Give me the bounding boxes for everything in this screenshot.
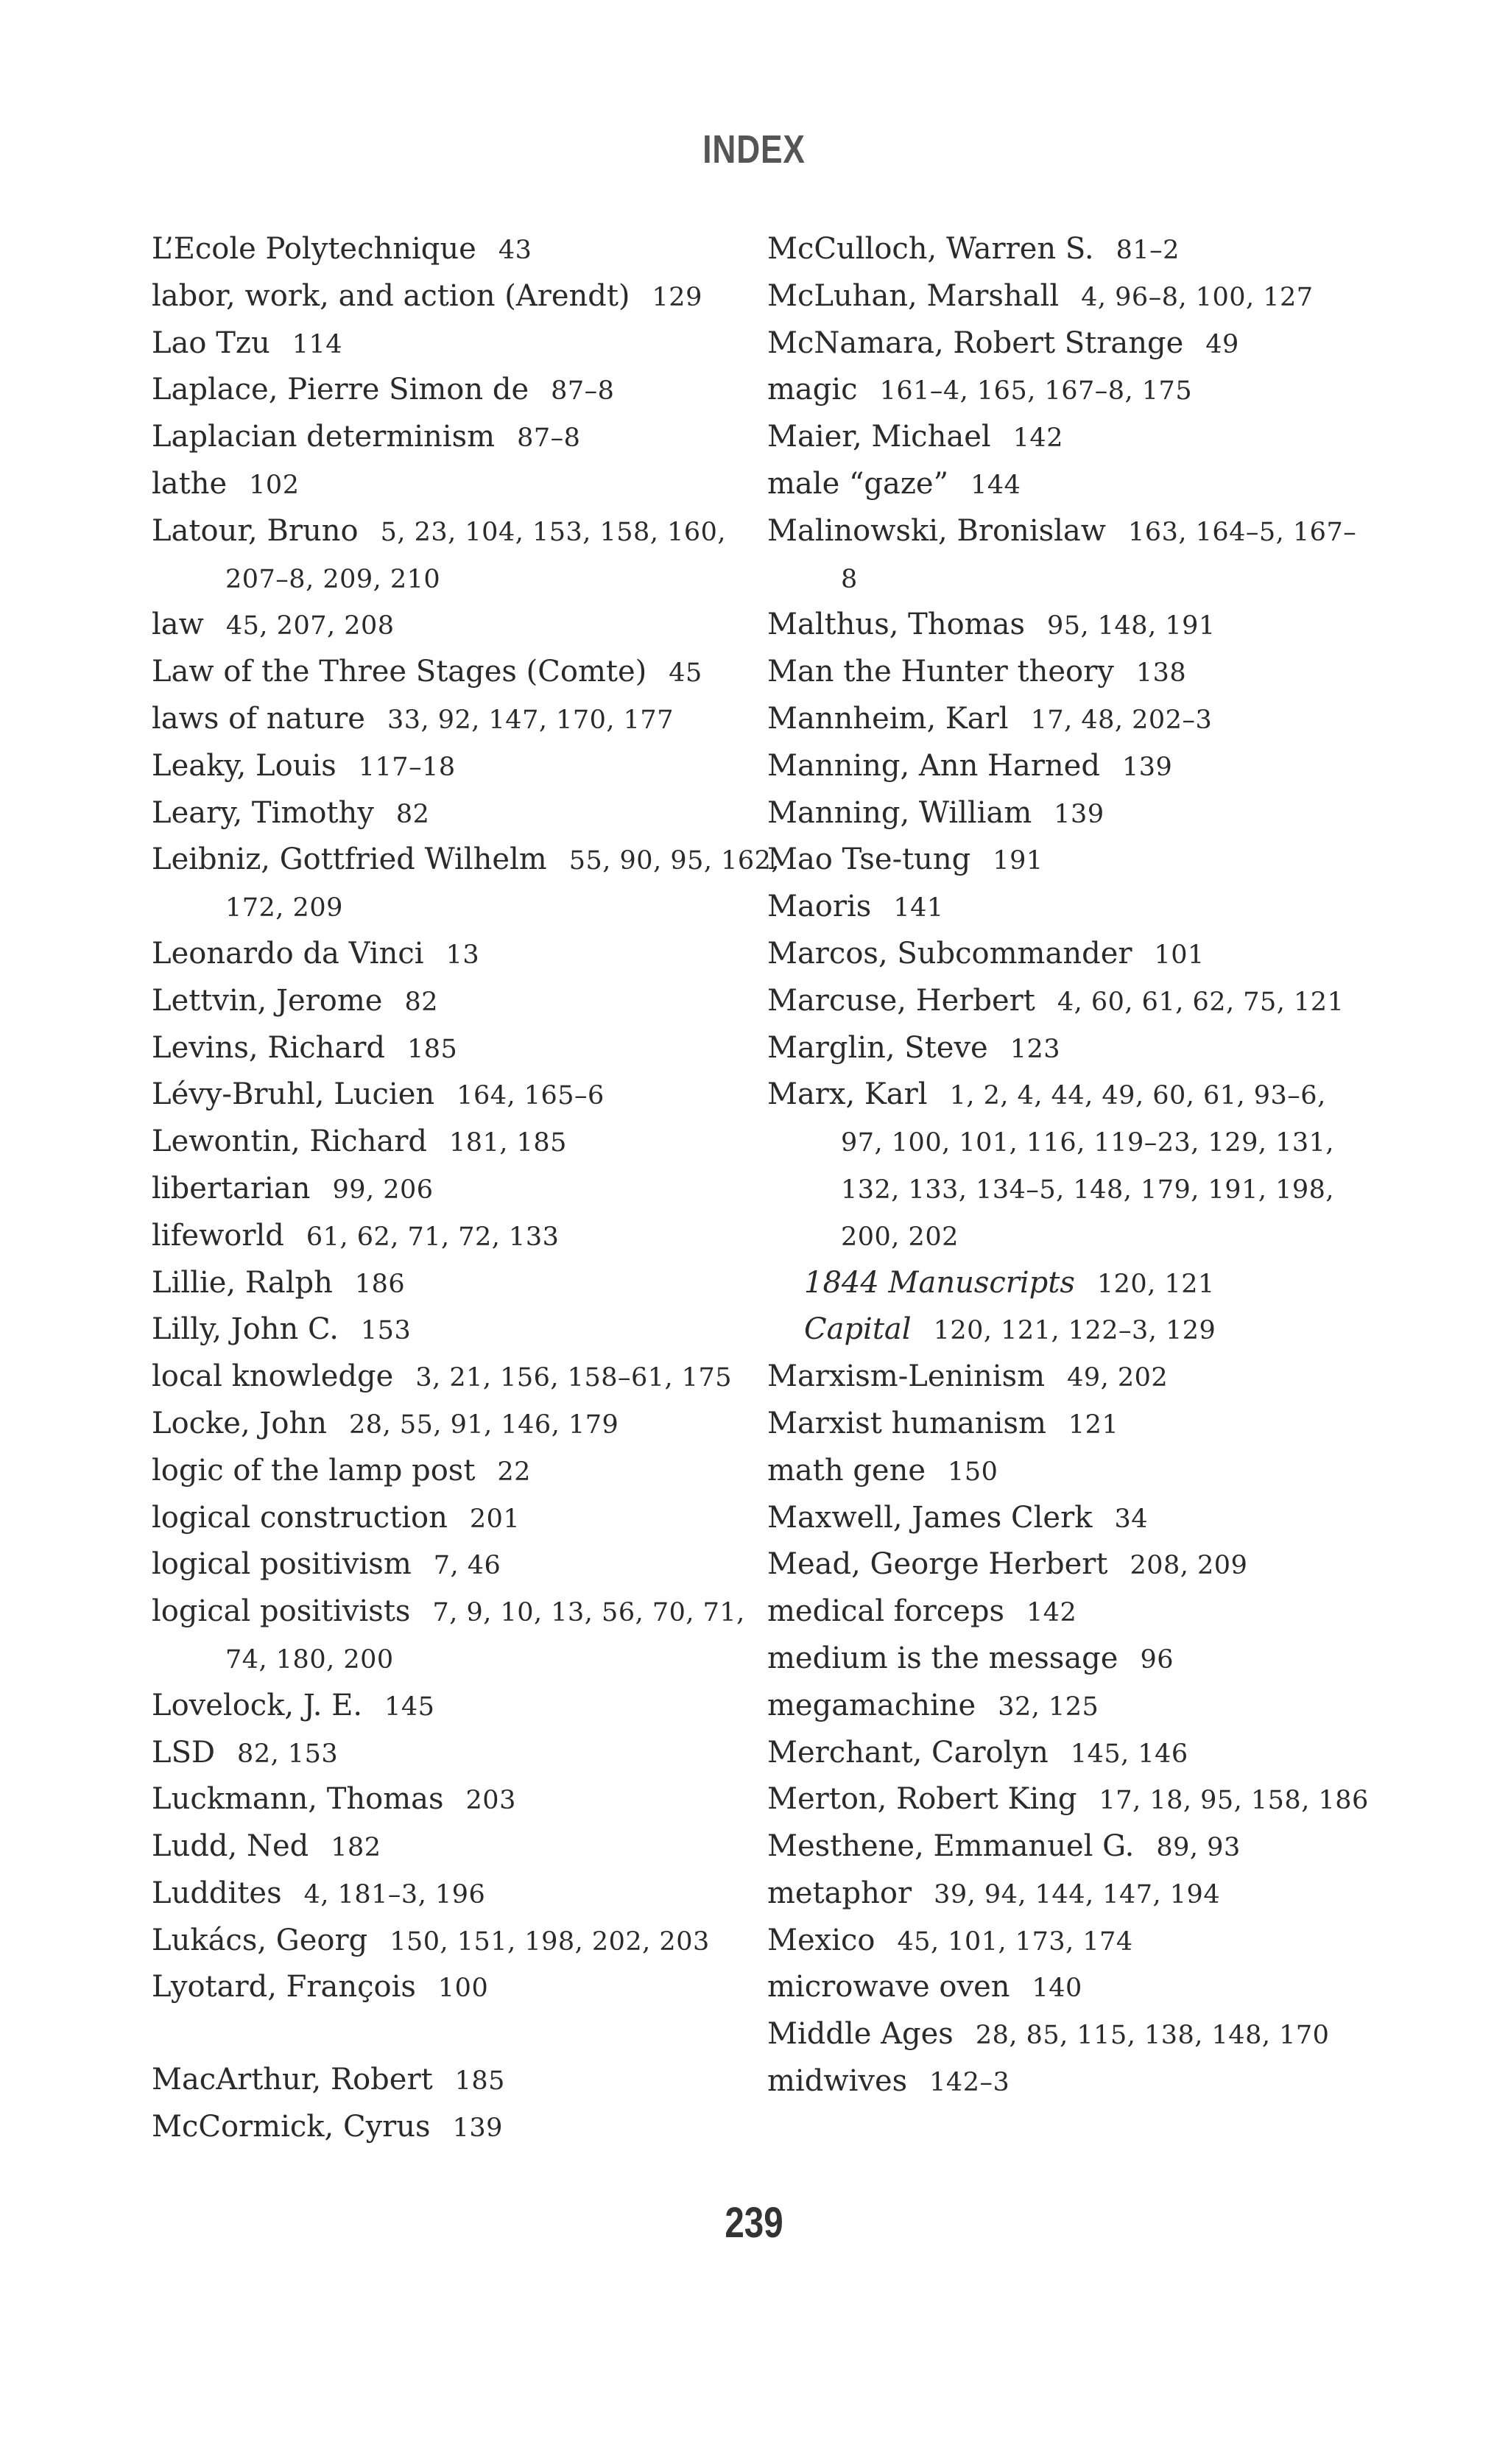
index-entry (767, 744, 1371, 791)
index-entry (152, 1777, 785, 1824)
index-page-refs: 201 (469, 1504, 521, 1534)
index-entry (152, 1119, 785, 1166)
index-entry (767, 1072, 1371, 1260)
index-entry (767, 1683, 1371, 1731)
index-entry (152, 1496, 785, 1543)
index-term: McLuhan, Marshall (767, 278, 1060, 313)
index-term: medical forceps (767, 1594, 1004, 1629)
index-term: Lovelock, J. E. (152, 1688, 363, 1722)
index-page-refs: 28, 85, 115, 138, 148, 170 (975, 2021, 1330, 2051)
index-subentry (767, 1261, 1371, 1308)
index-term: Laplacian determinism (152, 420, 496, 454)
index-entry (767, 1824, 1371, 1871)
index-page-refs: 129 (652, 282, 702, 312)
index-entry (767, 932, 1371, 979)
index-entry (152, 509, 785, 603)
index-term: libertarian (152, 1171, 311, 1205)
index-term: L’Ecole Polytechnique (152, 232, 476, 266)
index-entry (152, 791, 785, 838)
index-page-refs: 150 (948, 1457, 998, 1487)
index-entry (767, 791, 1371, 838)
index-entry (152, 1731, 785, 1778)
index-term: Maxwell, James Clerk (767, 1500, 1093, 1535)
index-page-refs: 4, 181–3, 196 (303, 1879, 486, 1909)
index-page-refs: 139 (1054, 799, 1104, 829)
index-term: Luddites (152, 1876, 282, 1910)
index-entry (767, 321, 1371, 368)
index-entry (152, 227, 785, 274)
index-term: Locke, John (152, 1406, 328, 1440)
index-term: labor, work, and action (Arendt) (152, 278, 630, 313)
index-page-refs: 114 (292, 329, 343, 359)
index-entry (152, 274, 785, 321)
index-term: Malinowski, Bronislaw (767, 513, 1107, 548)
index-page-refs: 39, 94, 144, 147, 194 (934, 1879, 1221, 1909)
index-entry (767, 1965, 1371, 2012)
index-term: Mannheim, Karl (767, 701, 1009, 736)
index-page-refs: 45, 207, 208 (225, 611, 395, 641)
index-page-refs: 163, 164–5, 167–8 (841, 517, 1357, 594)
index-entry (152, 1589, 785, 1683)
index-letter-gap (152, 2012, 785, 2058)
index-term: Middle Ages (767, 2017, 954, 2052)
index-page-refs: 121 (1068, 1409, 1119, 1440)
index-entry (152, 650, 785, 697)
index-page-refs: 89, 93 (1156, 1833, 1241, 1863)
index-entry (152, 1918, 785, 1965)
index-page-refs: 145 (384, 1692, 435, 1722)
index-entry (152, 1542, 785, 1589)
index-page-refs: 95, 148, 191 (1046, 611, 1216, 641)
index-entry (767, 1636, 1371, 1683)
index-page-refs: 102 (249, 470, 300, 500)
index-entry (152, 1965, 785, 2012)
index-entry (152, 321, 785, 368)
index-page-refs: 33, 92, 147, 170, 177 (387, 705, 674, 735)
index-page-refs: 117–18 (358, 752, 456, 782)
index-page-refs: 138 (1135, 658, 1187, 689)
index-page-refs: 4, 60, 61, 62, 75, 121 (1057, 987, 1345, 1017)
index-entry (767, 462, 1371, 509)
index-term: Mao Tse-tung (767, 842, 971, 877)
page-title: INDEX (702, 127, 806, 172)
index-term: Levins, Richard (152, 1030, 385, 1065)
index-subentry (767, 1307, 1371, 1354)
index-page-refs: 1, 2, 4, 44, 49, 60, 61, 93–6, 97, 100, 101, 116, 119–23, 129, 131, 132, 133, 134–5, 148, 179, 191, 198, 200, 202 (841, 1081, 1335, 1252)
index-page-refs: 164, 165–6 (457, 1081, 605, 1111)
index-entry (152, 367, 785, 415)
index-entry (152, 979, 785, 1026)
index-term: Lewontin, Richard (152, 1124, 428, 1159)
page-number: 239 (725, 2199, 783, 2247)
index-term: Leaky, Louis (152, 748, 337, 783)
index-page-refs: 5, 23, 104, 153, 158, 160, 207–8, 209, 210 (225, 517, 727, 594)
index-term: Malthus, Thomas (767, 608, 1025, 642)
index-page-refs: 181, 185 (449, 1128, 567, 1158)
index-page-refs: 82 (395, 799, 430, 829)
index-page-refs: 208, 209 (1130, 1551, 1248, 1581)
index-term: Maoris (767, 890, 872, 924)
index-entry (152, 1683, 785, 1731)
index-page-refs: 7, 46 (433, 1551, 501, 1581)
index-term: Leibniz, Gottfried Wilhelm (152, 842, 547, 877)
index-page-refs: 150, 151, 198, 202, 203 (390, 1926, 710, 1957)
index-term: Lyotard, François (152, 1970, 416, 2004)
index-page-refs: 17, 18, 95, 158, 186 (1099, 1786, 1369, 1816)
index-page-refs: 141 (893, 893, 944, 923)
index-entry (152, 932, 785, 979)
index-page-refs: 185 (407, 1034, 458, 1064)
index-term: math gene (767, 1453, 926, 1488)
index-term: Maier, Michael (767, 420, 991, 454)
index-term: Lukács, Georg (152, 1923, 368, 1957)
index-page-refs: 81–2 (1116, 236, 1180, 265)
index-entry (152, 602, 785, 650)
index-page-refs: 49 (1205, 329, 1239, 359)
index-term: logic of the lamp post (152, 1453, 476, 1488)
index-term: metaphor (767, 1876, 912, 1910)
index-term: Lao Tzu (152, 325, 270, 360)
index-page-refs: 55, 90, 95, 162, 172, 209 (225, 846, 781, 923)
index-term: logical positivism (152, 1547, 412, 1582)
index-entry (152, 1166, 785, 1214)
index-term: logical construction (152, 1500, 448, 1535)
index-term: law (152, 608, 204, 642)
index-entry (152, 837, 785, 932)
index-term: LSD (152, 1735, 216, 1770)
index-page-refs: 182 (331, 1833, 381, 1863)
index-page-refs: 32, 125 (998, 1692, 1099, 1722)
index-page-refs: 186 (354, 1269, 406, 1299)
index-entry (767, 1026, 1371, 1073)
index-page-refs: 191 (993, 846, 1043, 876)
index-term: magic (767, 373, 858, 407)
index-term: 1844 Manuscripts (804, 1265, 1075, 1300)
index-term: McCulloch, Warren S. (767, 232, 1094, 266)
index-term: lifeworld (152, 1218, 284, 1253)
index-term: Manning, William (767, 795, 1032, 830)
index-term: McCormick, Cyrus (152, 2109, 431, 2144)
index-entry (152, 2058, 785, 2105)
index-entry (152, 697, 785, 744)
index-term: McNamara, Robert Strange (767, 325, 1184, 360)
index-entry (767, 650, 1371, 697)
index-term: Man the Hunter theory (767, 655, 1114, 689)
index-entry (767, 979, 1371, 1026)
index-entry (767, 1449, 1371, 1496)
index-term: Marcos, Subcommander (767, 936, 1132, 971)
index-entry (152, 1307, 785, 1354)
index-column-right (767, 227, 1371, 2106)
index-entry (767, 274, 1371, 321)
index-entry (152, 2105, 785, 2152)
index-page-refs: 142 (1012, 423, 1063, 454)
index-term: Mesthene, Emmanuel G. (767, 1829, 1135, 1864)
index-column-left (152, 227, 785, 2152)
index-term: Latour, Bruno (152, 513, 359, 548)
index-page-refs: 161–4, 165, 167–8, 175 (879, 376, 1193, 406)
index-page-refs: 45 (669, 658, 702, 689)
index-page-refs: 96 (1140, 1644, 1174, 1675)
index-entry (152, 1072, 785, 1119)
index-term: Lillie, Ralph (152, 1265, 333, 1300)
index-page-refs: 43 (498, 236, 532, 265)
index-page-refs: 142 (1026, 1598, 1077, 1628)
index-page-refs: 139 (452, 2113, 503, 2143)
index-entry (767, 1731, 1371, 1778)
index-page-refs: 145, 146 (1070, 1739, 1188, 1769)
index-page-refs: 82 (404, 987, 439, 1017)
index-page-refs: 185 (454, 2066, 505, 2097)
index-entry (767, 1918, 1371, 1965)
index-term: Merchant, Carolyn (767, 1735, 1049, 1770)
index-page-refs: 34 (1114, 1504, 1148, 1534)
index-term: Capital (804, 1312, 912, 1347)
index-page-refs: 87–8 (551, 376, 615, 406)
index-entry (767, 509, 1371, 603)
index-term: Lilly, John C. (152, 1312, 339, 1347)
index-page-refs: 17, 48, 202–3 (1030, 705, 1213, 735)
index-entry (767, 2012, 1371, 2059)
index-page-refs: 100 (437, 1974, 489, 2004)
index-entry (767, 367, 1371, 415)
index-entry (152, 1261, 785, 1308)
index-term: Marxist humanism (767, 1406, 1046, 1440)
index-page-refs: 139 (1121, 752, 1173, 782)
index-page-refs: 101 (1154, 940, 1205, 970)
index-page-refs: 49, 202 (1067, 1363, 1169, 1393)
index-entry (767, 415, 1371, 462)
index-entry (767, 2059, 1371, 2106)
index-page-refs: 203 (465, 1786, 516, 1816)
index-term: megamachine (767, 1688, 976, 1722)
index-page-refs: 82, 153 (237, 1739, 339, 1769)
index-term: Marx, Karl (767, 1077, 928, 1112)
index-page-refs: 99, 206 (332, 1175, 434, 1205)
index-term: logical positivists (152, 1594, 411, 1629)
index-term: Merton, Robert King (767, 1782, 1077, 1817)
index-entry (767, 1871, 1371, 1918)
index-term: lathe (152, 466, 228, 501)
index-page-refs: 13 (445, 940, 480, 970)
index-entry (767, 1401, 1371, 1449)
index-entry (152, 415, 785, 462)
index-entry (767, 1496, 1371, 1543)
index-term: laws of nature (152, 701, 365, 736)
index-term: Marxism-Leninism (767, 1359, 1046, 1394)
index-page-refs: 142–3 (929, 2068, 1010, 2098)
index-term: midwives (767, 2064, 908, 2099)
index-term: Leonardo da Vinci (152, 936, 424, 971)
index-page-refs: 123 (1010, 1034, 1061, 1064)
index-term: Ludd, Ned (152, 1829, 309, 1864)
index-entry (152, 1824, 785, 1871)
index-term: medium is the message (767, 1641, 1118, 1675)
index-entry (767, 1589, 1371, 1636)
index-entry (767, 697, 1371, 744)
index-entry (767, 1354, 1371, 1401)
index-entry (767, 837, 1371, 884)
index-term: Laplace, Pierre Simon de (152, 373, 529, 407)
index-entry (152, 1026, 785, 1073)
index-entry (767, 884, 1371, 932)
index-term: Law of the Three Stages (Comte) (152, 655, 647, 689)
index-entry (152, 1871, 785, 1918)
index-entry (152, 1214, 785, 1261)
index-term: Marglin, Steve (767, 1030, 988, 1065)
index-term: male “gaze” (767, 466, 949, 501)
index-page-refs: 3, 21, 156, 158–61, 175 (415, 1363, 733, 1393)
index-term: Marcuse, Herbert (767, 983, 1035, 1018)
index-entry (152, 744, 785, 791)
index-page-refs: 45, 101, 173, 174 (897, 1926, 1133, 1957)
index-page-refs: 28, 55, 91, 146, 179 (349, 1409, 619, 1440)
index-term: Leary, Timothy (152, 795, 374, 830)
index-entry (152, 462, 785, 509)
index-entry (767, 227, 1371, 274)
index-entry (767, 1542, 1371, 1589)
index-page-refs: 153 (360, 1316, 412, 1346)
index-term: Manning, Ann Harned (767, 748, 1100, 783)
index-page-refs: 7, 9, 10, 13, 56, 70, 71, 74, 180, 200 (225, 1598, 745, 1675)
index-page-refs: 120, 121 (1096, 1269, 1215, 1299)
index-term: local knowledge (152, 1359, 394, 1394)
index-term: Luckmann, Thomas (152, 1782, 444, 1817)
index-entry (767, 1777, 1371, 1824)
index-entry (152, 1401, 785, 1449)
index-page-refs: 144 (970, 470, 1021, 500)
index-page-refs: 140 (1032, 1974, 1082, 2004)
index-page-refs: 22 (497, 1457, 531, 1487)
index-page-refs: 61, 62, 71, 72, 133 (306, 1222, 560, 1252)
index-term: Lévy-Bruhl, Lucien (152, 1077, 435, 1112)
index-page-refs: 87–8 (517, 423, 581, 454)
index-page-refs: 120, 121, 122–3, 129 (933, 1316, 1216, 1346)
index-term: Lettvin, Jerome (152, 983, 383, 1018)
index-entry (767, 602, 1371, 650)
index-page-refs: 4, 96–8, 100, 127 (1081, 282, 1314, 312)
index-term: Mexico (767, 1923, 875, 1957)
index-entry (152, 1449, 785, 1496)
index-term: microwave oven (767, 1970, 1010, 2004)
index-term: MacArthur, Robert (152, 2063, 433, 2097)
index-entry (152, 1354, 785, 1401)
index-term: Mead, George Herbert (767, 1547, 1108, 1582)
